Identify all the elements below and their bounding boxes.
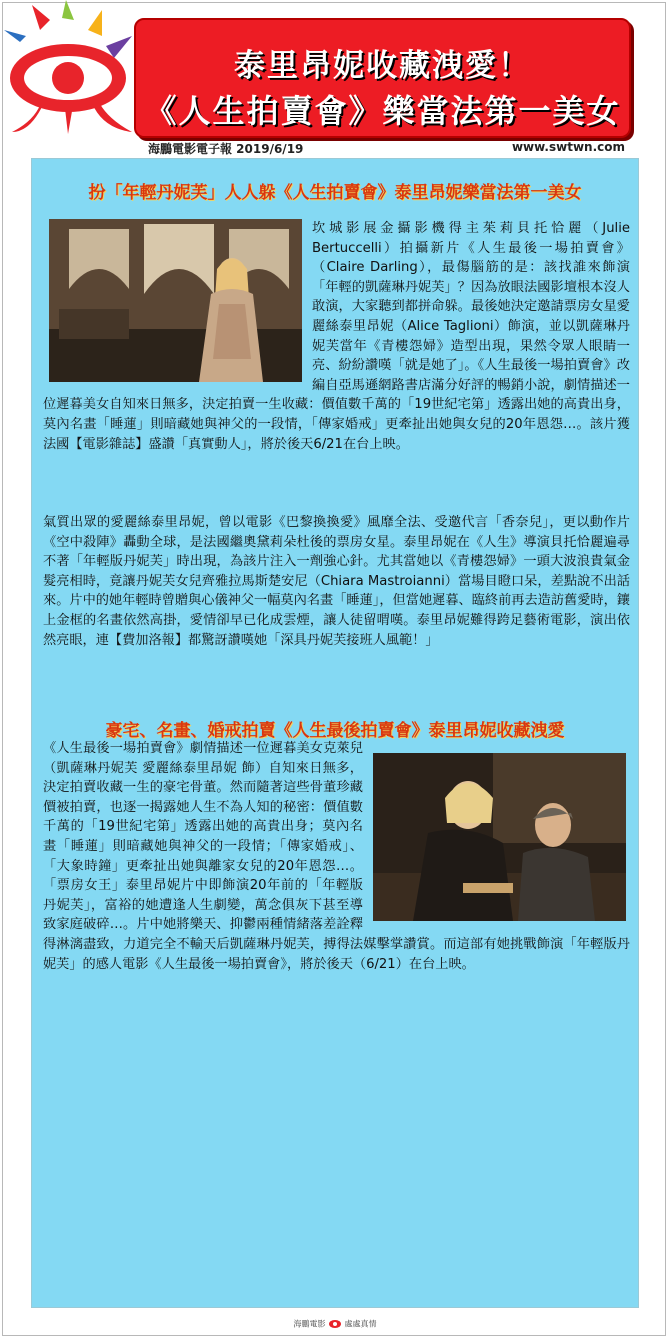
banner-title-line2: 《人生拍賣會》樂當法第一美女 [144, 92, 621, 130]
publication-date: 海鵬電影電子報 2019/6/19 [148, 142, 304, 156]
website-link[interactable]: www.swtwn.com [511, 140, 625, 154]
section-title-2: 豪宅、名畫、婚戒拍賣《人生最後拍賣會》泰里昂妮收藏洩愛 [105, 721, 565, 741]
article-body [31, 158, 639, 1308]
swtwn-logo [2, 0, 140, 140]
film-still-woman-cloister [49, 219, 302, 382]
paragraph-1-text: 坎城影展金攝影機得主茱莉貝托恰麗（Julie Bertuccelli）拍攝新片《人生最後一場拍賣會》（Claire Darling），最傷腦筋的是：該找誰來飾演「年輕的凱薩琳丹妮芙」？因為放眼法國影壇根本沒人敢演，大家聽到都拼命躲。最後她決定邀請票房女星愛麗絲泰里昂妮（Alice Taglioni）飾演，並以凱薩琳丹妮芙當年《青樓怨婦》造型出現，果然令眾人眼睛一亮、紛紛讚嘆「就是她了」。《人生最後一場拍賣會》改編自亞馬遜網路書店滿分好評的暢銷小說，劇情描述一位遲暮美女自知來日無多，決定拍賣一生收藏：價值數千萬的「19世紀宅第」透露出她的高貴出身，莫內名畫「睡蓮」則暗藏她與神父的一段情，「傳家婚戒」更牽扯出她與女兒的20年恩怨…。該片獲法國【電影雜誌】盛讚「真實動人」，將於後天6/21在台上映。 [43, 221, 630, 452]
article-paragraph-3 [43, 739, 630, 974]
article-paragraph-1 [43, 219, 630, 454]
footer-brand-left: 海鵬電影 [293, 1319, 326, 1329]
footer-brand-right: 處處真情 [344, 1319, 377, 1329]
title-banner [134, 18, 631, 138]
footer-brand [0, 1318, 670, 1330]
section-title-1: 扮「年輕丹妮芙」人人躲《人生拍賣會》泰里昂妮樂當法第一美女 [88, 183, 582, 203]
article-paragraph-2: 氣質出眾的愛麗絲泰里昂妮，曾以電影《巴黎換換愛》風靡全法、受邀代言「香奈兒」，更以動作片《空中殺陣》轟動全球，是法國繼奧黛莉朵杜後的票房女星。泰里昂妮在《人生》導演貝托恰麗遍尋不著「年輕版丹妮芙」時出現，為該片注入一劑強心針。尤其當她以《青樓怨婦》一頭大波浪貴氣金髮亮相時，竟讓丹妮芙女兒齊雅拉馬斯楚安尼（Chiara Mastroianni）當場目瞪口呆，差點說不出話來。片中的她年輕時曾贈與心儀神父一幅莫內名畫「睡蓮」，但當她遲暮、臨終前再去造訪舊愛時，鑲上金框的名畫依然高掛，愛情卻早已化成雲煙，讓人徒留喟嘆。泰里昂妮難得跨足藝術電影，演出依然亮眼，連【費加洛報】都驚訝讚嘆她「深具丹妮芙接班人風範！」 [43, 515, 630, 648]
film-still-couple [373, 753, 626, 921]
banner-title-line1: 泰里昂妮收藏洩愛！ [234, 48, 531, 84]
paragraph-3-text: 《人生最後一場拍賣會》劇情描述一位遲暮美女克萊兒（凱薩琳丹妮芙 愛麗絲泰里昂妮 飾）自知來日無多，決定拍賣收藏一生的豪宅骨董。然而隨著這些骨董珍藏價被拍賣，也逐一揭露她人生不為人知的秘密：價值數千萬的「19世紀宅第」透露出她的高貴出身；莫內名畫「睡蓮」則暗藏她與神父的一段情；「傳家婚戒」、「大象時鐘」更牽扯出她與離家女兒的20年恩怨…。「票房女王」泰里昂妮片中即飾演20年前的「年輕版丹妮芙」，富裕的她遭逢人生劇變，萬念俱灰下甚至導致家庭破碎…。片中她將樂天、抑鬱兩種情緒落差詮釋得淋漓盡致，力道完全不輸天后凱薩琳丹妮芙，搏得法媒擊掌讚賞。而這部有她挑戰飾演「年輕版丹妮芙」的感人電影《人生最後一場拍賣會》，將於後天（6/21）在台上映。 [43, 741, 630, 972]
footer-logo-icon [328, 1318, 342, 1330]
